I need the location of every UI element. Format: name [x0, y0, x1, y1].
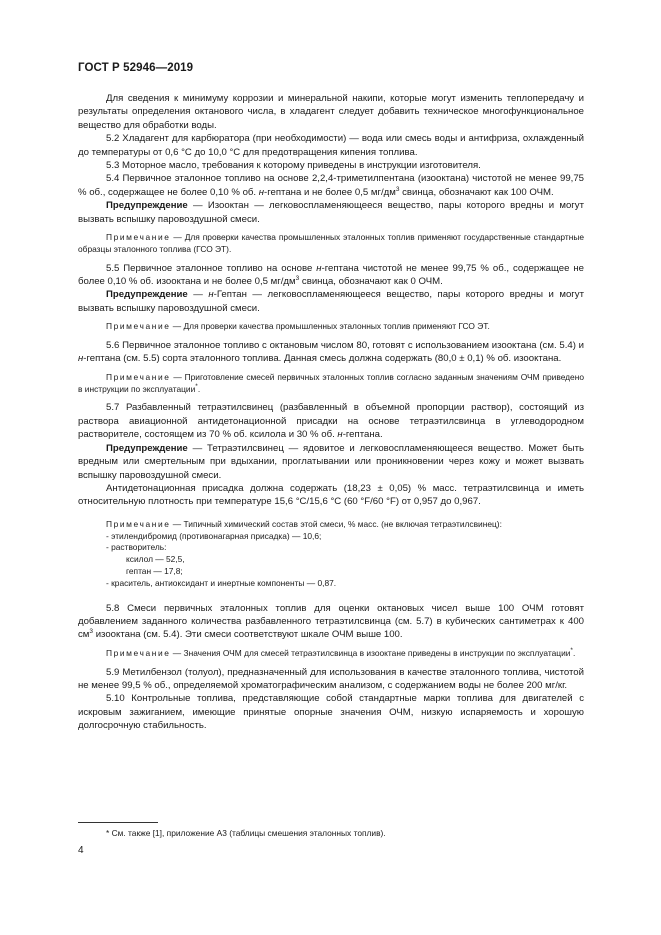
document-body	[78, 92, 584, 733]
footnote: * См. также [1], приложение А3 (таблицы смешения эталонных топлив).	[106, 828, 386, 838]
paragraph-5-7: 5.7 Разбавленный тетраэтилсвинец (разбавленный в объемной пропорции раствор), состоящий из раствора авиационной антидетонационной присадки на основе тетраэтилсвинца в углеводородном растворителе, состоящем из 70 % об. ксилола и 30 % об. н-гептана.	[78, 402, 584, 441]
list-item: - этилендибромид (противонагарная присадка) — 10,6;	[106, 530, 322, 541]
list-item: гептан — 17,8;	[126, 565, 183, 576]
list-item: ксилол — 52,5,	[126, 554, 185, 565]
note-composition: Примечание — Типичный химический состав этой смеси, % масс. (не включая тетраэтилсвинец): - этилендибромид (противонагарная присадка) — 10,6; - растворитель: ксилол — 52,5, гептан — 17,8; - краситель, антиоксидант и инертные компоненты — 0,87.	[78, 519, 584, 590]
note-blend-preparation: Примечание — Приготовление смесей первичных эталонных топлив согласно заданным значениям ОЧМ приведено в инструкции по эксплуатации*.	[78, 371, 584, 394]
note-gso-et: Примечание — Для проверки качества промышленных эталонных топлив применяют ГСО ЭТ.	[106, 321, 490, 332]
warning-heptane: Предупреждение — н-Гептан — легковоспламеняющееся вещество, пары которого вредны и могут вызвать вспышку паровоздушной смеси.	[78, 289, 584, 314]
paragraph-5-10: 5.10 Контрольные топлива, представляющие собой стандартные марки топлива для двигателей с искровым зажиганием, имеющие принятые опорные значения ОЧМ, низкую испаряемость и хорошую долгосрочную стабильность.	[78, 693, 584, 732]
paragraph-intro: Для сведения к минимуму коррозии и минеральной накипи, которые могут изменить теплопередачу и результаты определения октанового числа, в хладагент следует добавить техническое многофункциональное вещество для обработки воды.	[78, 93, 584, 131]
paragraph-5-2: 5.2 Хладагент для карбюратора (при необходимости) — вода или смесь воды и антифриза, охлажденный до температуры от 0,6 °С до 10,0 °С для предотвращения кипения топлива.	[78, 133, 584, 158]
warning-isooctane: Предупреждение — Изооктан — легковоспламеняющееся вещество, пары которого вредны и могут вызвать вспышку паровоздушной смеси.	[78, 200, 584, 225]
paragraph-5-9: 5.9 Метилбензол (толуол), предназначенный для использования в качестве эталонного топлива, чистотой не менее 99,5 % об., определяемой хроматографическим анализом, с содержанием воды не более 200 мг/кг.	[78, 666, 584, 691]
paragraph-5-6: 5.6 Первичное эталонное топливо с октановым числом 80, готовят с использованием изооктана (см. 5.4) и н-гептана (см. 5.5) сорта эталонного топлива. Данная смесь должна содержать (80,0 ± 0,1) % об. изооктана.	[78, 340, 584, 365]
page-number: 4	[78, 845, 84, 856]
document-header: ГОСТ Р 52946—2019	[78, 62, 194, 74]
paragraph-5-8: 5.8 Смеси первичных эталонных топлив для оценки октановых чисел выше 100 ОЧМ готовят добавлением заданного количества разбавленного тетраэтилсвинца (см. 5.7) в кубических сантиметрах к 400 $см^3$ изооктана (см. 5.4). Эти смеси соответствуют шкале ОЧМ выше 100.	[78, 602, 584, 641]
note-gso: Примечание — Для проверки качества промышленных эталонных топлив применяют государственные стандартные образцы эталонного топлива (ГСО ЭТ).	[78, 232, 584, 254]
paragraph-5-5: 5.5 Первичное эталонное топливо на основе н-гептана чистотой не менее 99,75 % об., содержащее не более 0,10 % об. изооктана и не более 0,5 $мг/дм^3$ свинца, обозначают как 0 ОЧМ.	[78, 262, 584, 288]
list-item: - краситель, антиоксидант и инертные компоненты — 0,87.	[106, 577, 337, 588]
paragraph-5-3: 5.3 Моторное масло, требования к которому приведены в инструкции изготовителя.	[106, 160, 481, 172]
footnote-divider	[78, 822, 158, 823]
paragraph-5-7-antiknock: Антидетонационная присадка должна содержать (18,23 ± 0,05) % масс. тетраэтилсвинца и иметь относительную плотность при температуре 15,6 °С/15,6 °С (60 °F/60 °F) от 0,957 до 0,967.	[78, 482, 584, 508]
note-och-values: Примечание — Значения ОЧМ для смесей тетраэтилсвинца в изооктане приведены в инструкции по эксплуатации*.	[106, 646, 576, 658]
list-item: - растворитель:	[106, 542, 167, 553]
warning-tetraethyllead: Предупреждение — Тетраэтилсвинец — ядовитое и легковоспламеняющееся вещество. Может быть вредным или смертельным при вдыхании, проглатывании или проникновении через кожу и может вызвать вспышку паровоздушной смеси.	[78, 442, 584, 481]
paragraph-5-4: 5.4 Первичное эталонное топливо на основе 2,2,4-триметилпентана (изооктана) чистотой не менее 99,75 % об., содержащее не более 0,10 % об. н-гептана и не более 0,5 $мг/дм^3$ свинца, обозначают как 100 ОЧМ.	[78, 173, 584, 198]
